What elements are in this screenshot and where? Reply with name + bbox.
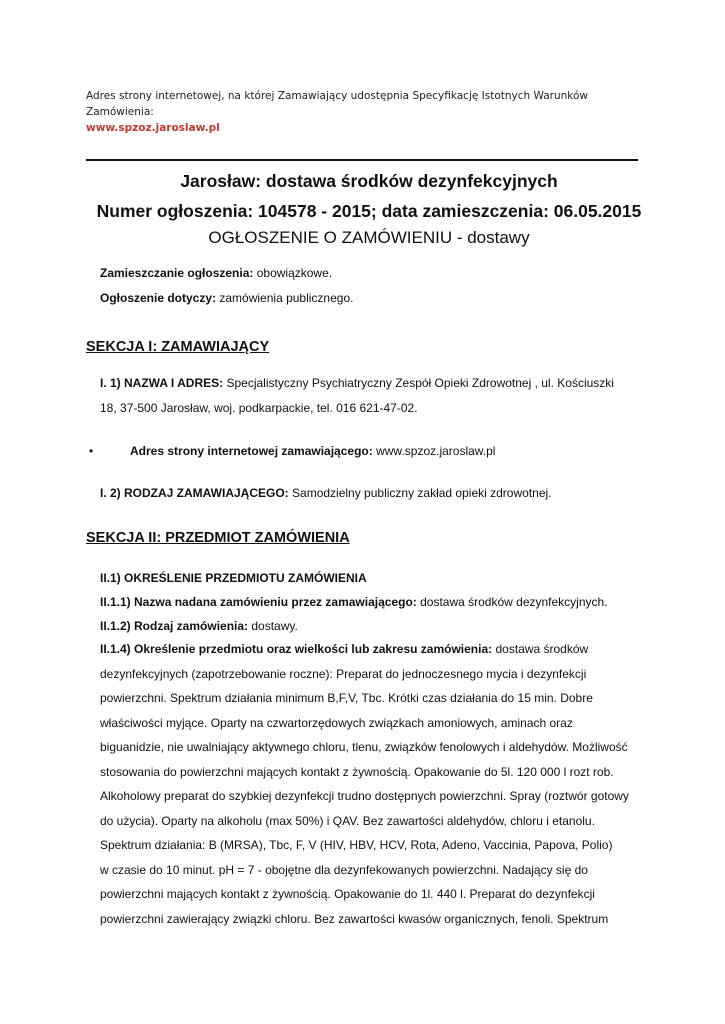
scope-line: biguanidzie, nie uwalniający aktywnego chloru, tlenu, związków fenolowych i aldehydów. Możliwość	[100, 740, 628, 754]
scope-line: Spektrum działania: B (MRSA), Tbc, F, V (HIV, HBV, HCV, Rota, Adeno, Vaccinia, Papova, Polio)	[100, 838, 613, 852]
notice-concerns	[100, 291, 353, 305]
order-name-label: II.1.1) Nazwa nadana zamówieniu przez zamawiającego:	[100, 595, 417, 609]
posting-value: obowiązkowe.	[256, 266, 333, 280]
concerns-label: Ogłoszenie dotyczy:	[100, 291, 217, 305]
authority-type-label: I. 2) RODZAJ ZAMAWIAJĄCEGO:	[100, 486, 289, 500]
website-label: Adres strony internetowej zamawiającego:	[130, 444, 373, 458]
order-kind	[100, 619, 298, 633]
scope-line: stosowania do powierzchni mających kontakt z żywnością. Opakowanie do 5l. 120 000 l rozt rob.	[100, 764, 614, 779]
notice-title-block	[86, 169, 652, 250]
authority-type-value: Samodzielny publiczny zakład opieki zdrowotnej.	[292, 486, 552, 500]
concerns-value: zamówienia publicznego.	[219, 291, 354, 305]
posting-label: Zamieszczanie ogłoszenia:	[100, 266, 254, 280]
authority-type	[100, 486, 552, 500]
authority-website	[130, 444, 495, 458]
specification-url-note	[86, 88, 626, 136]
order-scope-first: dostawa środków	[495, 642, 589, 656]
scope-line: Alkoholowy preparat do szybkiej dezynfekcji trudno dostępnych powierzchni. Spray (roztwór gotowy	[100, 789, 629, 803]
scope-line: do użycia). Oparty na alkoholu (max 50%) i QAV. Bez zawartości aldehydów, chloru i etanolu.	[100, 813, 595, 828]
order-name-value: dostawa środków dezynfekcyjnych.	[420, 595, 608, 609]
specification-url-text: Adres strony internetowej, na której Zamawiający udostępnia Specyfikację Istotnych Warunków Zamówienia:	[86, 90, 589, 118]
address-label: I. 1) NAZWA I ADRES:	[100, 376, 224, 390]
contracting-authority-address	[100, 371, 630, 420]
scope-line: dezynfekcyjnych (zapotrzebowanie roczne): Preparat do jednoczesnego mycia i dezynfekcji	[100, 666, 587, 681]
scope-line: powierzchni. Spektrum działania minimum B,F,V, Tbc. Krótki czas działania do 15 min. Dobre	[100, 691, 593, 705]
order-scope-label: II.1.4) Określenie przedmiotu oraz wielkości lub zakresu zamówienia:	[100, 642, 493, 656]
bullet-icon: •	[89, 444, 94, 458]
address-line-2: 18, 37-500 Jarosław, woj. podkarpackie, tel. 016 621-47-02.	[100, 400, 418, 415]
scope-line: właściwości myjące. Oparty na czwartorzędowych związkach amoniowych, aminach oraz	[100, 715, 573, 730]
scope-line: powierzchni zawierający związki chloru. Bez zawartości kwasów organicznych, fenoli. Spektrum	[100, 911, 609, 926]
order-kind-value: dostawy.	[251, 619, 298, 633]
order-kind-label: II.1.2) Rodzaj zamówienia:	[100, 619, 249, 633]
posting-requirement	[100, 266, 332, 280]
specification-url-link[interactable]: www.spzoz.jaroslaw.pl	[86, 122, 220, 134]
section-2-heading: SEKCJA II: PRZEDMIOT ZAMÓWIENIA	[86, 530, 350, 546]
order-scope	[100, 637, 630, 931]
notice-type: OGŁOSZENIE O ZAMÓWIENIU - dostawy	[208, 228, 530, 247]
notice-number: Numer ogłoszenia: 104578 - 2015; data zamieszczenia: 06.05.2015	[96, 201, 642, 221]
scope-line: powierzchni mających kontakt z żywnością. Opakowanie do 1l. 440 l. Preparat do dezynfekcji	[100, 887, 595, 901]
subject-definition-heading: II.1) OKREŚLENIE PRZEDMIOTU ZAMÓWIENIA	[100, 571, 367, 585]
address-line-1: Specjalistyczny Psychiatryczny Zespół Opieki Zdrowotnej , ul. Kościuszki	[226, 376, 614, 390]
order-name	[100, 595, 608, 609]
section-1-heading: SEKCJA I: ZAMAWIAJĄCY	[86, 339, 270, 355]
notice-title: Jarosław: dostawa środków dezynfekcyjnych	[180, 171, 558, 191]
website-link[interactable]: www.spzoz.jaroslaw.pl	[376, 444, 496, 458]
header-divider	[86, 159, 638, 161]
scope-line: w czasie do 10 minut. pH = 7 - obojętne dla dezynfekowanych powierzchni. Nadający się do	[100, 862, 588, 877]
